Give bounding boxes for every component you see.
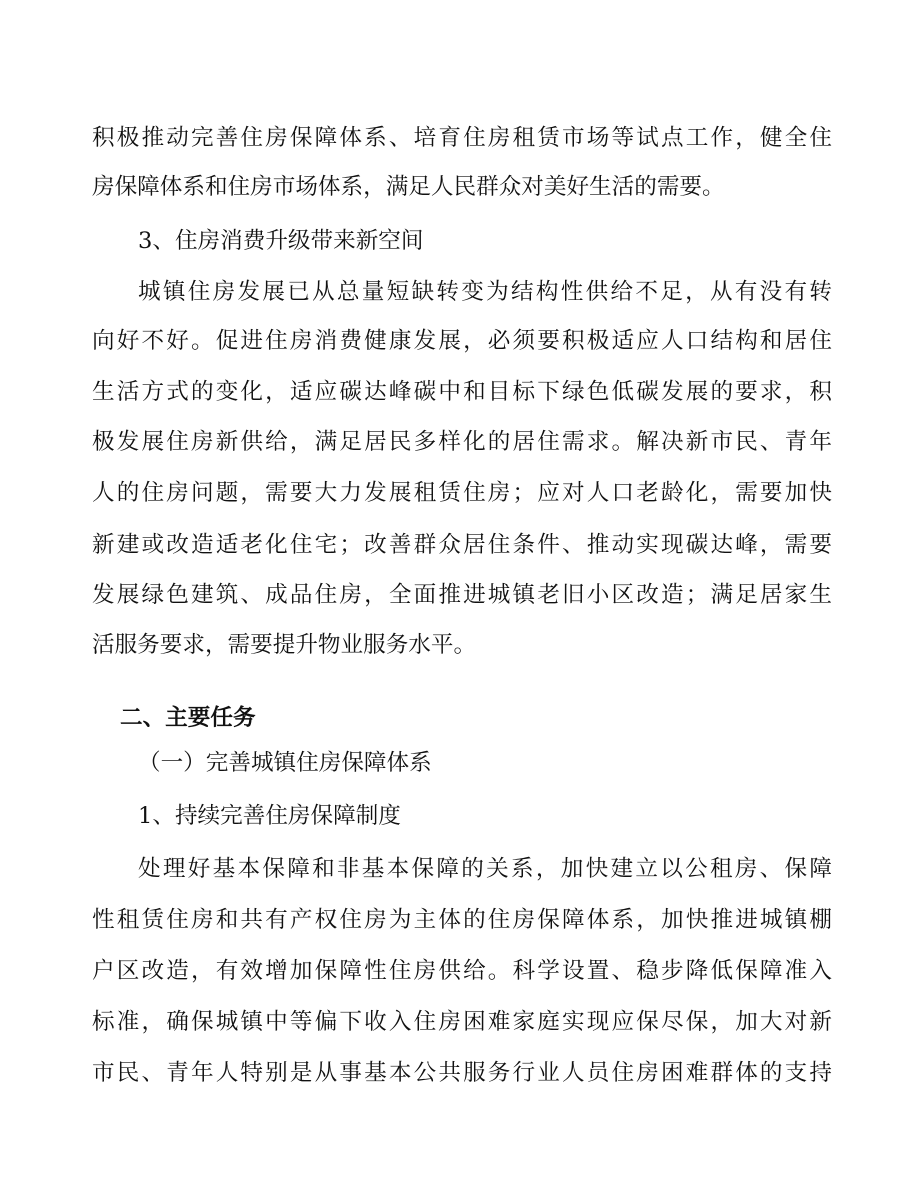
paragraph-line: 标准，确保城镇中等偏下收入住房困难家庭实现应保尽保，加大对新 (92, 1009, 832, 1035)
paragraph-line: 性租赁住房和共有产权住房为主体的住房保障体系，加快推进城镇棚 (92, 907, 832, 933)
paragraph-line: 房保障体系和住房市场体系，满足人民群众对美好生活的需要。 (92, 174, 725, 200)
paragraph-line: 人的住房问题，需要大力发展租赁住房；应对人口老龄化，需要加快 (92, 480, 832, 506)
paragraph-line: 生活方式的变化，适应碳达峰碳中和目标下绿色低碳发展的要求，积 (92, 379, 832, 405)
subsection-heading: （一）完善城镇住房保障体系 (138, 750, 432, 776)
paragraph-line: 活服务要求，需要提升物业服务水平。 (92, 632, 477, 658)
paragraph-line: 处理好基本保障和非基本保障的关系，加快建立以公租房、保障 (138, 856, 832, 882)
paragraph-line: 极发展住房新供给，满足居民多样化的居住需求。解决新市民、青年 (92, 429, 832, 455)
section-subheading: 3、住房消费升级带来新空间 (138, 228, 424, 254)
section-subheading: 1、持续完善住房保障制度 (138, 803, 401, 829)
paragraph-line: 城镇住房发展已从总量短缺转变为结构性供给不足，从有没有转 (138, 279, 832, 305)
paragraph-line: 户区改造，有效增加保障性住房供给。科学设置、稳步降低保障准入 (92, 958, 832, 984)
paragraph-line: 市民、青年人特别是从事基本公共服务行业人员住房困难群体的支持 (92, 1060, 832, 1086)
paragraph-line: 积极推动完善住房保障体系、培育住房租赁市场等试点工作，健全住 (92, 125, 832, 151)
paragraph-line: 向好不好。促进住房消费健康发展，必须要积极适应人口结构和居住 (92, 328, 832, 354)
section-heading: 二、主要任务 (120, 705, 256, 731)
paragraph-line: 发展绿色建筑、成品住房，全面推进城镇老旧小区改造；满足居家生 (92, 582, 832, 608)
paragraph-line: 新建或改造适老化住宅；改善群众居住条件、推动实现碳达峰，需要 (92, 532, 832, 558)
